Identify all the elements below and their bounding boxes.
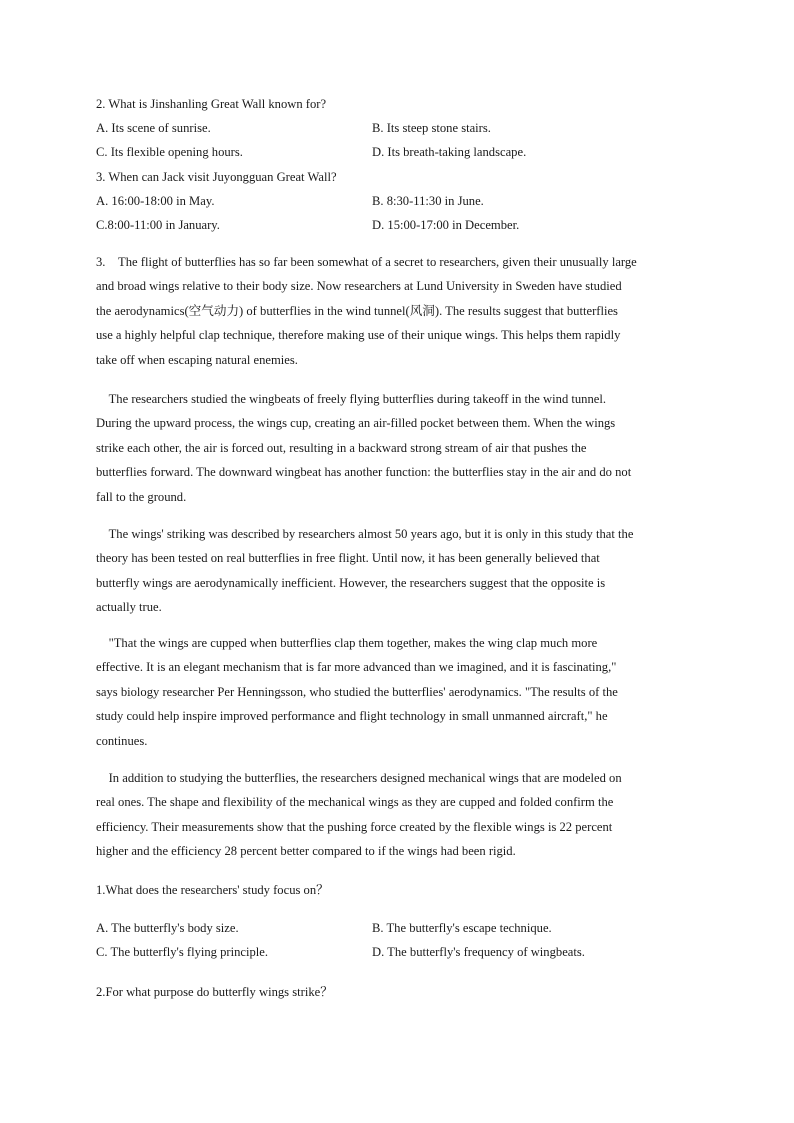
- option-b: B. Its steep stone stairs.: [372, 121, 491, 135]
- paragraph-line: take off when escaping natural enemies.: [96, 352, 298, 367]
- paragraph-line: effective. It is an elegant mechanism that is far more advanced than we imagined, and it is fascinating,": [96, 660, 617, 675]
- option-c: C.8:00-11:00 in January.: [96, 218, 220, 232]
- paragraph-line: actually true.: [96, 600, 162, 615]
- paragraph-line: butterflies forward. The downward wingbeat has another function: the butterflies stay in the air and do not: [96, 465, 632, 480]
- paragraph-line: "That the wings are cupped when butterflies clap them together, makes the wing clap much more: [96, 636, 598, 650]
- paragraph-line: The researchers studied the wingbeats of freely flying butterflies during takeoff in the wind tunnel.: [96, 392, 607, 406]
- paragraph-line: strike each other, the air is forced out, resulting in a backward strong stream of air that pushes the: [96, 440, 587, 455]
- option-a: A. Its scene of sunrise.: [96, 121, 211, 135]
- option-c: C. Its flexible opening hours.: [96, 145, 243, 159]
- question-stem: 2.For what purpose do butterfly wings strike？: [96, 985, 333, 999]
- option-a: A. The butterfly's body size.: [96, 921, 239, 935]
- paragraph-line: During the upward process, the wings cup, creating an air-filled pocket between them. When the wings: [96, 416, 616, 431]
- paragraph-line: study could help inspire improved performance and flight technology in small unmanned aircraft," he: [96, 709, 608, 724]
- option-a: A. 16:00-18:00 in May.: [96, 194, 215, 208]
- paragraph-line: says biology researcher Per Henningsson, who studied the butterflies' aerodynamics. "The results of the: [96, 684, 618, 699]
- passage-paragraph: [96, 522, 698, 620]
- paragraph-line: real ones. The shape and flexibility of the mechanical wings as they are cupped and folded confirm the: [96, 795, 614, 810]
- paragraph-line: and broad wings relative to their body size. Now researchers at Lund University in Sweden have studied: [96, 279, 622, 294]
- paragraph-line: use a highly helpful clap technique, therefore making use of their unique wings. This helps them rapidly: [96, 328, 621, 343]
- paragraph-line: In addition to studying the butterflies, the researchers designed mechanical wings that are modeled on: [96, 771, 622, 785]
- option-d: D. Its breath-taking landscape.: [372, 145, 527, 159]
- question-stem: 3. When can Jack visit Juyongguan Great Wall?: [96, 170, 337, 184]
- paragraph-line: efficiency. Their measurements show that the pushing force created by the flexible wings is 22 percent: [96, 819, 613, 834]
- question-stem: 1.What does the researchers' study focus on？: [96, 883, 329, 897]
- passage-paragraph: [96, 631, 698, 753]
- option-b: B. 8:30-11:30 in June.: [372, 194, 484, 208]
- paragraph-line: continues.: [96, 733, 148, 748]
- paragraph-line: 3. The flight of butterflies has so far been somewhat of a secret to researchers, given their unusually large: [96, 255, 637, 269]
- passage-paragraph: [96, 766, 698, 864]
- paragraph-line: theory has been tested on real butterflies in free flight. Until now, it has been generally believed that: [96, 551, 600, 566]
- option-d: D. The butterfly's frequency of wingbeats.: [372, 945, 585, 959]
- option-d: D. 15:00-17:00 in December.: [372, 218, 520, 232]
- paragraph-line: butterfly wings are aerodynamically inefficient. However, the researchers suggest that the opposite is: [96, 575, 606, 590]
- question-stem: 2. What is Jinshanling Great Wall known for?: [96, 97, 327, 111]
- option-c: C. The butterfly's flying principle.: [96, 945, 269, 959]
- paragraph-line: The wings' striking was described by researchers almost 50 years ago, but it is only in this study that the: [96, 527, 634, 541]
- passage-paragraph: [96, 250, 698, 372]
- paragraph-line: fall to the ground.: [96, 489, 187, 504]
- passage-paragraph: [96, 387, 698, 509]
- paragraph-line: the aerodynamics(空气动力) of butterflies in the wind tunnel(风洞). The results suggest that butterflies: [96, 303, 618, 318]
- paragraph-line: higher and the efficiency 28 percent better compared to if the wings had been rigid.: [96, 844, 516, 859]
- option-b: B. The butterfly's escape technique.: [372, 921, 552, 935]
